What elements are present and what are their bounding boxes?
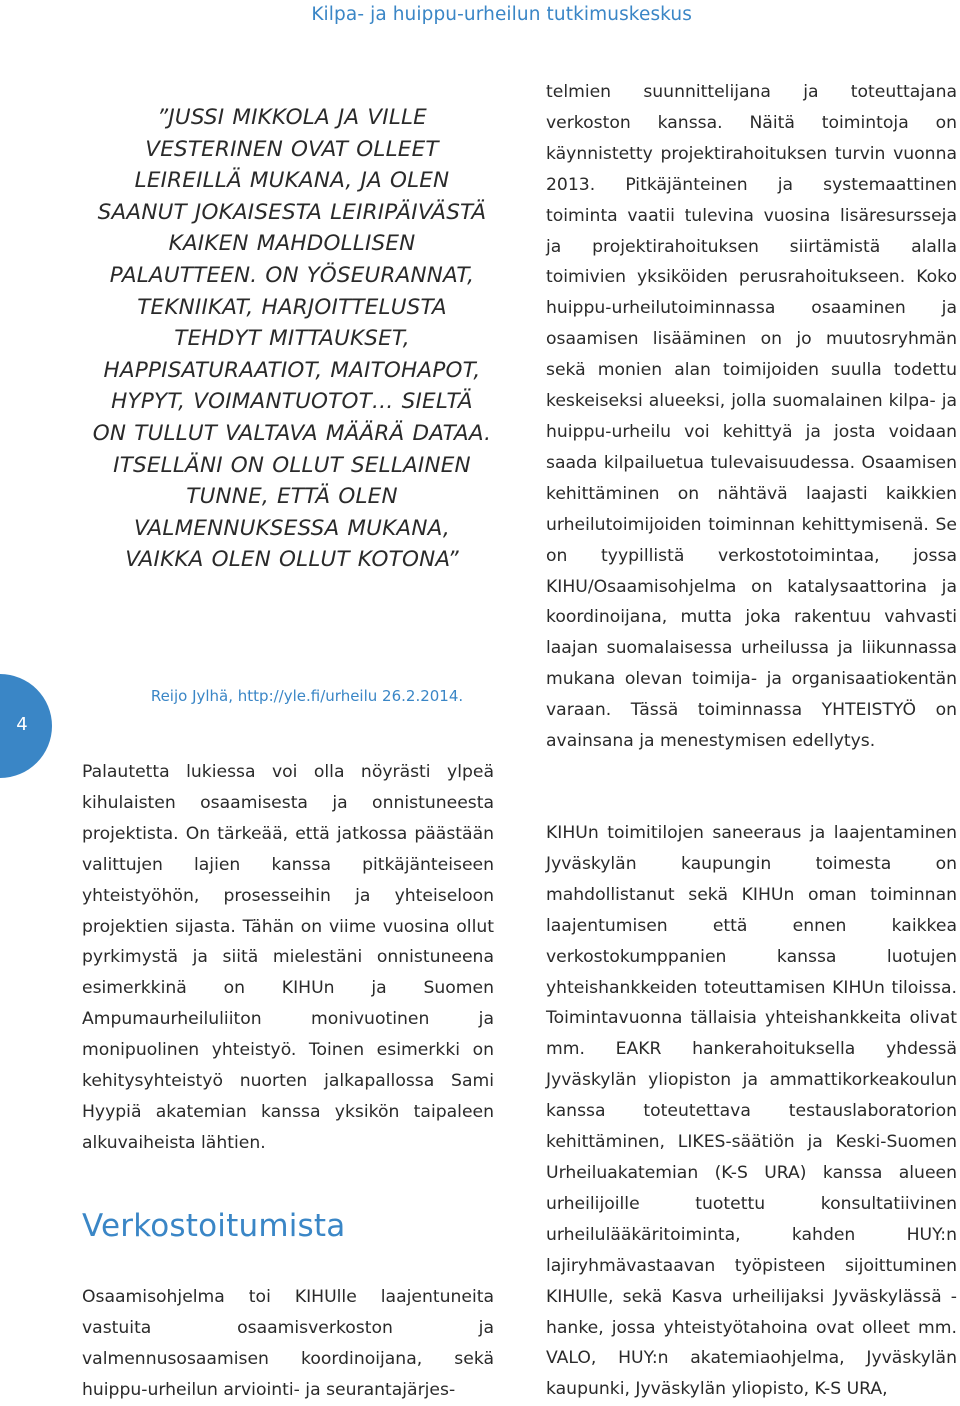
section-heading: Verkostoitumista bbox=[82, 1208, 346, 1244]
running-header: Kilpa- ja huippu-urheilun tutkimuskeskus bbox=[311, 4, 692, 25]
body-paragraph: Osaamisohjelma toi KIHUlle laajentuneita vastuita osaamisverkoston ja valmennusosaamisen koordinoijana, sekä huippu-urheilun arviointi- ja seurantajärjes- bbox=[82, 1287, 494, 1400]
quote-source: Reijo Jylhä, http://yle.fi/urheilu 26.2.2014. bbox=[150, 687, 464, 705]
body-paragraph: telmien suunnittelijana ja toteuttajana verkoston kanssa. Näitä toimintoja on käynnistetty projektirahoituksen turvin vuonna 2013. Pitkäjänteinen ja systemaattinen toiminta vaatii tulevina vuosina lisäresursseja ja projektirahoituksen siirtämistä alalla toimivien yksiköiden perusrahoitukseen. Koko huippu-urheilutoiminnassa osaaminen ja osaamisen lisääminen on jo muutosryhmän sekä monien alan toimijoiden suulla todettu keskeiseksi alueeksi, jolla suomalainen kilpa- ja huippu-urheilu voi kehittyä ja josta voidaan saada kilpailuetua tulevaisuudessa. Osaamisen kehittäminen on nähtävä laajasti kaikkien urheilutoimijoiden toiminnan kehittymisenä. Se on tyypillistä verkostotoimintaa, jossa KIHU/Osaamisohjelma on katalysaattorina ja koordinoijana, mutta joka rakentuu vahvasti laajan suomalaisessa urheilussa ja liikunnassa mukana olevan toimija- ja organisaatiokentän varaan. Tässä toiminnassa YHTEISTYÖ on avainsana ja menestymisen edellytys. bbox=[546, 82, 957, 752]
page-number-tab bbox=[0, 674, 52, 778]
pull-quote: ”JUSSI MIKKOLA JA VILLE VESTERINEN OVAT OLLEET LEIREILLÄ MUKANA, JA OLEN SAANUT JOKAISESTA LEIRIPÄIVÄSTÄ KAIKEN MAHDOLLISEN PALAUTTEEN. ON YÖSEURANNAT, TEKNIIKAT, HARJOITTELUSTA TEHDYT MITTAUKSET, HAPPISATURAATIOT, MAITOHAPOT, HYPYT, VOIMANTUOTOT… SIELTÄ ON TULLUT VALTAVA MÄÄRÄ DATAA. ITSELLÄNI ON OLLUT SELLAINEN TUNNE, ETTÄ OLEN VALMENNUKSESSA MUKANA, VAIKKA OLEN OLLUT KOTONA” bbox=[92, 105, 492, 573]
body-paragraph: Palautetta lukiessa voi olla nöyrästi ylpeä kihulaisten osaamisesta ja onnistuneesta projektista. On tärkeää, että jatkossa päästään valittujen lajien kanssa pitkäjänteiseen yhteistyöhön, prosesseihin ja yhteiseloon projektien sijasta. Tähän on viime vuosina ollut pyrkimystä ja siitä mielestäni onnistuneena esimerkkinä on KIHUn ja Suomen Ampumaurheiluliiton monivuotinen ja monipuolinen yhteistyö. Toinen esimerkki on kehitysyhteistyö nuorten jalkapallossa Sami Hyypiä akatemian kanssa yksikön taipaleen alkuvaiheista lähtien. bbox=[82, 762, 494, 1153]
page-number: 4 bbox=[16, 714, 28, 735]
body-paragraph: KIHUn toimitilojen saneeraus ja laajentaminen Jyväskylän kaupungin toimesta on mahdollistanut sekä KIHUn oman toiminnan laajentumisen että ennen kaikkea verkostokumppanien kanssa luotujen yhteishankkeiden toteuttamisen KIHUn tiloissa. Toimintavuonna tällaisia yhteishankkeita olivat mm. EAKR hankerahoituksella yhdessä Jyväskylän yliopiston ja ammattikorkeakoulun kanssa toteutettava testauslaboratorion kehittäminen, LIKES-säätiön ja Keski-Suomen Urheiluakatemian (K-S URA) kanssa alueen urheilijoille tuotettu konsultatiivinen urheilulääkäritoiminta, kahden HUY:n lajiryhmävastaavan työpisteen sijoittuminen KIHUlle, sekä Kasva urheilijaksi Jyväskylässä -hanke, jossa yhteistyötahoina ovat olleet mm. VALO, HUY:n akatemiaohjelma, Jyväskylän kaupunki, Jyväskylän yliopisto, K-S URA, bbox=[546, 823, 957, 1400]
